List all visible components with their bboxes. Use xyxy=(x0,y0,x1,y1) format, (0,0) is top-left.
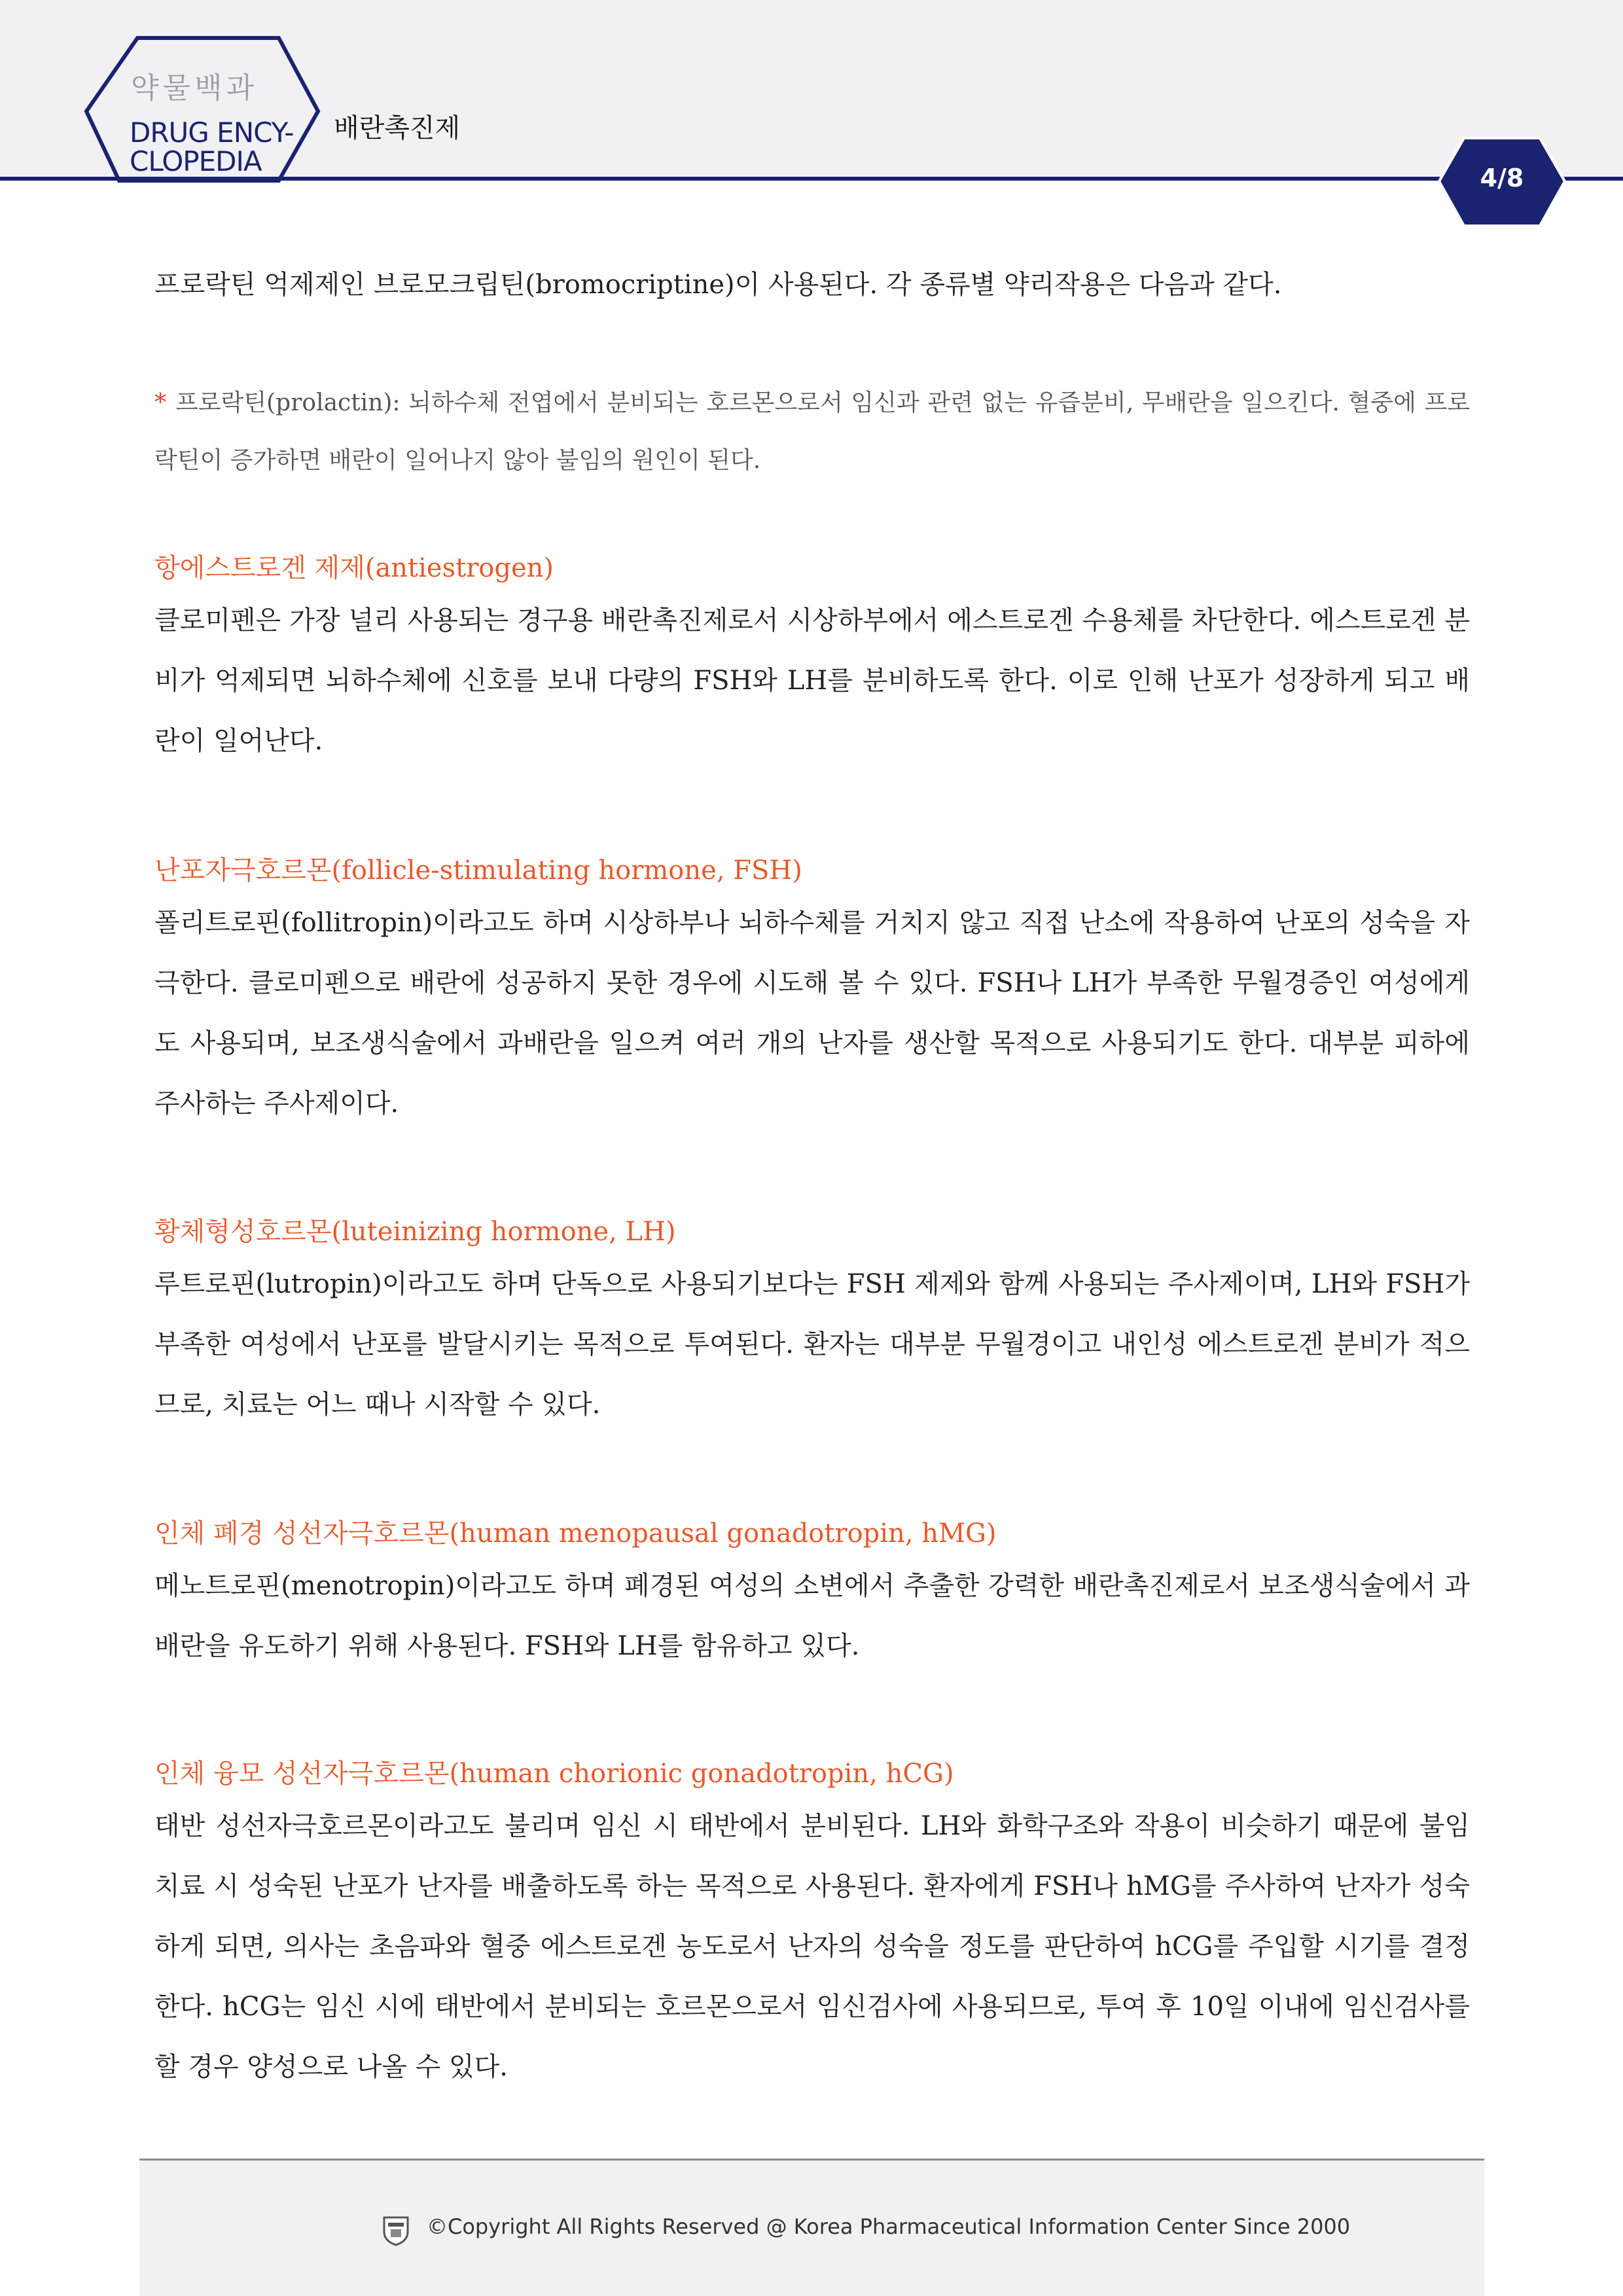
section-heading: 인체 융모 성선자극호르몬(human chorionic gonadotropin, hCG) xyxy=(154,1759,954,1789)
note-text: 프로락틴(prolactin): 뇌하수체 전엽에서 분비되는 호르몬으로서 임신과 관련 없는 유즙분비, 무배란을 일으킨다. 혈중에 프로락틴이 증가하면 배란이 일어나지 않아 불임의 원인이 된다. xyxy=(154,389,1470,474)
note-asterisk: * xyxy=(154,389,166,416)
logo-english-line2: CLOPEDIA xyxy=(130,145,262,177)
intro-paragraph: 프로락틴 억제제인 브로모크립틴(bromocriptine)이 사용된다. 각 종류별 약리작용은 다음과 같다. xyxy=(154,270,1282,300)
section-heading: 황체형성호르몬(luteinizing hormone, LH) xyxy=(154,1217,676,1247)
section-antiestrogen xyxy=(154,548,1470,771)
section-heading: 인체 폐경 성선자극호르몬(human menopausal gonadotropin, hMG) xyxy=(154,1518,997,1549)
section-heading: 난포자극호르몬(follicle-stimulating hormone, FSH) xyxy=(154,855,802,886)
section-body: 메노트로핀(menotropin)이라고도 하며 폐경된 여성의 소변에서 추출한 강력한 배란촉진제로서 보조생식술에서 과배란을 유도하기 위해 사용된다. FSH와 LH를 함유하고 있다. xyxy=(154,1571,1470,1661)
note-paragraph xyxy=(154,374,1470,490)
section-hmg xyxy=(154,1514,1470,1676)
section-body: 루트로핀(lutropin)이라고도 하며 단독으로 사용되기보다는 FSH 제제와 함께 사용되는 주사제이며, LH와 FSH가 부족한 여성에서 난포를 발달시키는 목적으로 투여된다. 환자는 대부분 무월경이고 내인성 에스트로겐 분비가 적으므로, 치료는 어느 때나 시작할 수 있다. xyxy=(154,1269,1470,1420)
section-fsh xyxy=(154,851,1470,1134)
page-indicator: 4/8 xyxy=(1480,164,1524,192)
logo-english-line1: DRUG ENCY- xyxy=(130,117,294,149)
footer-copyright: ©Copyright All Rights Reserved @ Korea Pharmaceutical Information Center Since 2000 xyxy=(427,2214,1351,2239)
logo-korean: 약물백과 xyxy=(131,71,259,105)
header-title: 배란촉진제 xyxy=(334,113,461,143)
section-body: 클로미펜은 가장 널리 사용되는 경구용 배란촉진제로서 시상하부에서 에스트로겐 수용체를 차단한다. 에스트로겐 분비가 억제되면 뇌하수체에 신호를 보내 다량의 FSH와 LH를 분비하도록 한다. 이로 인해 난포가 성장하게 되고 배란이 일어난다. xyxy=(154,605,1470,756)
section-body: 폴리트로핀(follitropin)이라고도 하며 시상하부나 뇌하수체를 거치지 않고 직접 난소에 작용하여 난포의 성숙을 자극한다. 클로미펜으로 배란에 성공하지 못한 경우에 시도해 볼 수 있다. FSH나 LH가 부족한 무월경증인 여성에게도 사용되며, 보조생식술에서 과배란을 일으켜 여러 개의 난자를 생산할 목적으로 사용되기도 한다. 대부분 피하에 주사하는 주사제이다. xyxy=(154,908,1470,1119)
intro-block xyxy=(154,255,1470,315)
section-heading: 항에스트로겐 제제(antiestrogen) xyxy=(154,553,554,583)
shield-emblem-icon xyxy=(382,2215,410,2246)
section-body: 태반 성선자극호르몬이라고도 불리며 임신 시 태반에서 분비된다. LH와 화학구조와 작용이 비슷하기 때문에 불임 치료 시 성숙된 난포가 난자를 배출하도록 하는 목적으로 사용된다. 환자에게 FSH나 hMG를 주사하여 난자가 성숙하게 되면, 의사는 초음파와 혈중 에스트로겐 농도로서 난자의 성숙을 정도를 판단하여 hCG를 주입할 시기를 결정한다. hCG는 임신 시에 태반에서 분비되는 호르몬으로서 임신검사에 사용되므로, 투여 후 10일 이내에 임신검사를 할 경우 양성으로 나올 수 있다. xyxy=(154,1811,1470,2082)
section-hcg xyxy=(154,1754,1470,2097)
note-block xyxy=(154,374,1470,490)
section-lh xyxy=(154,1212,1470,1435)
